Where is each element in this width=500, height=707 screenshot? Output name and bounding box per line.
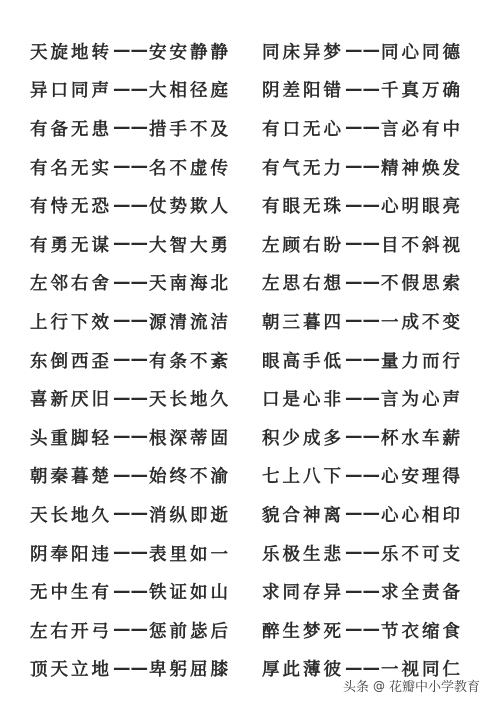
idiom-pair-right: [262, 232, 480, 257]
idiom-row: [30, 418, 480, 457]
idiom-word-paired: 心明眼亮: [381, 197, 463, 218]
idiom-word: 同床异梦: [262, 42, 344, 63]
idiom-word-paired: 乐不可支: [381, 544, 463, 565]
idiom-pair-right: [262, 502, 480, 527]
idiom-separator: ——: [113, 388, 148, 409]
idiom-pair-left: [30, 270, 262, 295]
idiom-separator: ——: [113, 465, 148, 486]
idiom-word-paired: 卑躬屈膝: [149, 660, 231, 681]
idiom-row: [30, 611, 480, 650]
idiom-word: 朝三暮四: [262, 312, 344, 333]
idiom-word-paired: 源清流洁: [149, 312, 231, 333]
idiom-word: 上行下效: [30, 312, 112, 333]
idiom-row: [30, 71, 480, 110]
idiom-word-paired: 措手不及: [149, 119, 231, 140]
idiom-pair-right: [262, 579, 480, 604]
idiom-pair-right: [262, 463, 480, 488]
watermark: [343, 676, 480, 695]
idiom-word-paired: 大智大勇: [149, 235, 231, 256]
idiom-separator: ——: [345, 311, 380, 332]
idiom-word: 异口同声: [30, 81, 112, 102]
idiom-separator: ——: [113, 234, 148, 255]
idiom-separator: ——: [345, 504, 380, 525]
idiom-separator: ——: [345, 118, 380, 139]
idiom-pair-left: [30, 386, 262, 411]
idiom-pair-left: [30, 193, 262, 218]
idiom-word-paired: 有条不紊: [149, 351, 231, 372]
idiom-separator: ——: [345, 350, 380, 371]
idiom-word-paired: 不假思索: [381, 274, 463, 295]
idiom-word: 有恃无恐: [30, 197, 112, 218]
idiom-pair-left: [30, 155, 262, 180]
idiom-pair-left: [30, 309, 262, 334]
idiom-separator: ——: [113, 118, 148, 139]
idiom-word-paired: 杯水车薪: [381, 428, 463, 449]
idiom-word: 醉生梦死: [262, 621, 344, 642]
idiom-word: 左思右想: [262, 274, 344, 295]
idiom-pair-left: [30, 463, 262, 488]
idiom-word: 阴差阳错: [262, 81, 344, 102]
idiom-list: [30, 32, 480, 688]
idiom-word-paired: 心安理得: [381, 467, 463, 488]
idiom-word-paired: 千真万确: [381, 81, 463, 102]
idiom-separator: ——: [345, 41, 380, 62]
idiom-word-paired: 安安静静: [149, 42, 231, 63]
idiom-row: [30, 225, 480, 264]
idiom-row: [30, 341, 480, 380]
idiom-pair-right: [262, 618, 480, 643]
idiom-separator: ——: [345, 79, 380, 100]
idiom-word-paired: 言为心声: [381, 390, 463, 411]
idiom-pair-left: [30, 541, 262, 566]
idiom-pair-right: [262, 386, 480, 411]
idiom-row: [30, 495, 480, 534]
idiom-separator: ——: [345, 543, 380, 564]
idiom-word: 有眼无珠: [262, 197, 344, 218]
idiom-pair-left: [30, 39, 262, 64]
idiom-pair-right: [262, 193, 480, 218]
watermark-at: @: [372, 678, 385, 693]
idiom-row: [30, 264, 480, 303]
idiom-pair-right: [262, 39, 480, 64]
idiom-word: 朝秦暮楚: [30, 467, 112, 488]
idiom-pair-left: [30, 348, 262, 373]
idiom-word: 天长地久: [30, 505, 112, 526]
idiom-row: [30, 32, 480, 71]
idiom-separator: ——: [345, 157, 380, 178]
idiom-word: 有口无心: [262, 119, 344, 140]
idiom-pair-right: [262, 425, 480, 450]
idiom-separator: ——: [345, 272, 380, 293]
idiom-separator: ——: [113, 504, 148, 525]
idiom-word: 东倒西歪: [30, 351, 112, 372]
idiom-word-paired: 消纵即逝: [149, 505, 231, 526]
idiom-word: 有名无实: [30, 158, 112, 179]
idiom-word-paired: 目不斜视: [381, 235, 463, 256]
idiom-separator: ——: [345, 195, 380, 216]
idiom-pair-left: [30, 579, 262, 604]
idiom-word-paired: 根深蒂固: [149, 428, 231, 449]
idiom-separator: ——: [345, 388, 380, 409]
idiom-word-paired: 同心同德: [381, 42, 463, 63]
idiom-pair-left: [30, 425, 262, 450]
idiom-separator: ——: [113, 658, 148, 679]
idiom-row: [30, 457, 480, 496]
watermark-prefix: 头条: [342, 680, 369, 695]
idiom-word-paired: 始终不渝: [149, 467, 231, 488]
idiom-word: 喜新厌旧: [30, 390, 112, 411]
idiom-word: 乐极生悲: [262, 544, 344, 565]
idiom-word: 天旋地转: [30, 42, 112, 63]
idiom-separator: ——: [113, 620, 148, 641]
idiom-separator: ——: [345, 465, 380, 486]
idiom-separator: ——: [113, 79, 148, 100]
idiom-word-paired: 表里如一: [149, 544, 231, 565]
idiom-pair-left: [30, 618, 262, 643]
idiom-separator: ——: [345, 581, 380, 602]
idiom-word: 左邻右舍: [30, 274, 112, 295]
watermark-account: 花瓣中小学教育: [388, 680, 480, 695]
idiom-row: [30, 186, 480, 225]
idiom-separator: ——: [113, 427, 148, 448]
idiom-word: 有备无患: [30, 119, 112, 140]
idiom-pair-right: [262, 541, 480, 566]
idiom-word: 无中生有: [30, 583, 112, 604]
idiom-word-paired: 天长地久: [149, 390, 231, 411]
idiom-separator: ——: [113, 195, 148, 216]
idiom-word-paired: 量力而行: [381, 351, 463, 372]
idiom-pair-left: [30, 502, 262, 527]
idiom-row: [30, 572, 480, 611]
idiom-word: 求同存异: [262, 583, 344, 604]
idiom-pair-right: [262, 309, 480, 334]
idiom-word: 口是心非: [262, 390, 344, 411]
idiom-separator: ——: [113, 311, 148, 332]
idiom-row: [30, 302, 480, 341]
idiom-row: [30, 148, 480, 187]
idiom-separator: ——: [345, 658, 380, 679]
idiom-separator: ——: [113, 581, 148, 602]
idiom-word: 七上八下: [262, 467, 344, 488]
idiom-word-paired: 名不虚传: [149, 158, 231, 179]
idiom-pair-left: [30, 656, 262, 681]
idiom-pair-right: [262, 116, 480, 141]
idiom-word-paired: 铁证如山: [149, 583, 231, 604]
idiom-word: 左右开弓: [30, 621, 112, 642]
idiom-word: 貌合神离: [262, 505, 344, 526]
idiom-word-paired: 求全责备: [381, 583, 463, 604]
idiom-word-paired: 仗势欺人: [149, 197, 231, 218]
idiom-separator: ——: [113, 350, 148, 371]
idiom-word-paired: 节衣缩食: [381, 621, 463, 642]
idiom-row: [30, 379, 480, 418]
idiom-separator: ——: [113, 272, 148, 293]
idiom-word: 有勇无谋: [30, 235, 112, 256]
idiom-pair-right: [262, 348, 480, 373]
idiom-word-paired: 天南海北: [149, 274, 231, 295]
idiom-separator: ——: [345, 234, 380, 255]
idiom-pair-left: [30, 116, 262, 141]
idiom-pair-right: [262, 270, 480, 295]
idiom-separator: ——: [113, 41, 148, 62]
idiom-separator: ——: [345, 620, 380, 641]
idiom-word: 积少成多: [262, 428, 344, 449]
idiom-pair-left: [30, 232, 262, 257]
idiom-word-paired: 惩前毖后: [149, 621, 231, 642]
idiom-word-paired: 大相径庭: [149, 81, 231, 102]
idiom-word: 顶天立地: [30, 660, 112, 681]
idiom-row: [30, 534, 480, 573]
idiom-pair-right: [262, 77, 480, 102]
idiom-word-paired: 言必有中: [381, 119, 463, 140]
idiom-word: 头重脚轻: [30, 428, 112, 449]
idiom-word-paired: 精神焕发: [381, 158, 463, 179]
idiom-word: 有气无力: [262, 158, 344, 179]
idiom-word-paired: 一视同仁: [381, 660, 463, 681]
idiom-word: 眼高手低: [262, 351, 344, 372]
idiom-separator: ——: [345, 427, 380, 448]
idiom-word-paired: 心心相印: [381, 505, 463, 526]
idiom-word-paired: 一成不变: [381, 312, 463, 333]
idiom-word: 厚此薄彼: [262, 660, 344, 681]
idiom-separator: ——: [113, 543, 148, 564]
idiom-pair-right: [262, 155, 480, 180]
idiom-separator: ——: [113, 157, 148, 178]
idiom-row: [30, 109, 480, 148]
idiom-word: 阴奉阳违: [30, 544, 112, 565]
idiom-pair-left: [30, 77, 262, 102]
idiom-word: 左顾右盼: [262, 235, 344, 256]
